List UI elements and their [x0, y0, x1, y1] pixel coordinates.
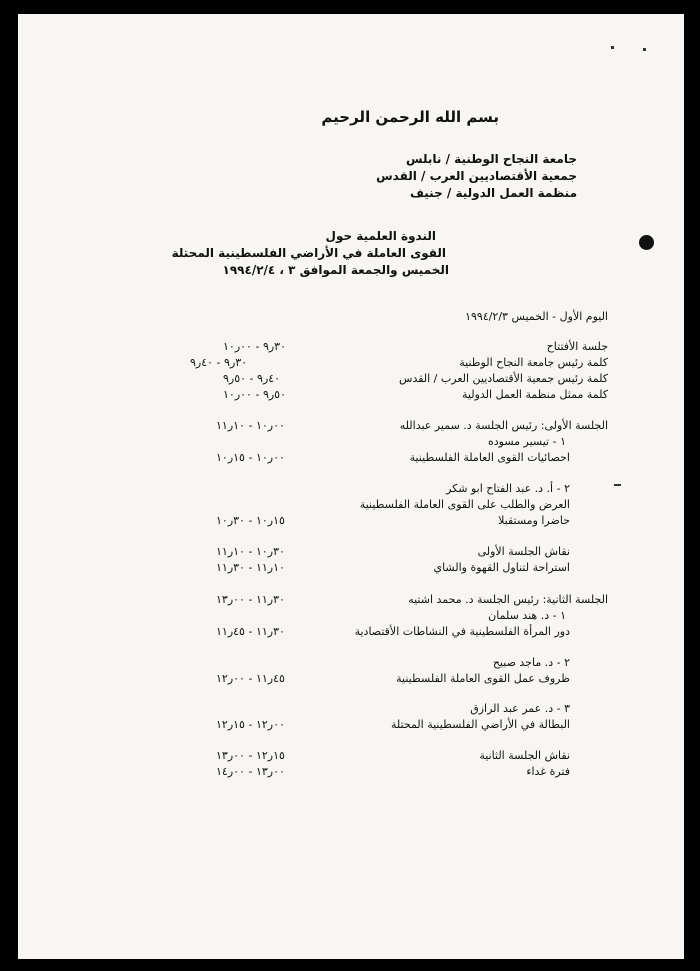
punch-hole [639, 235, 654, 250]
schedule-time: ٠٠ر١٣ - ٠٠ر١٤ [216, 765, 285, 778]
schedule-time: ٣٠ر١٠ - ١٠ر١١ [216, 545, 285, 558]
schedule-item: فترة غداء [526, 765, 570, 778]
organizer-line: منظمة العمل الدولية / جنيف [409, 186, 577, 200]
paper-speck [614, 484, 621, 486]
schedule-item: جلسة الأفتتاح [546, 340, 608, 353]
document-page [18, 14, 684, 959]
schedule-item: حاضرا ومستقبلا [498, 514, 570, 527]
session-heading: الجلسة الأولى: رئيس الجلسة د. سمير عبدالله [399, 419, 608, 432]
day-heading: اليوم الأول - الخميس ١٩٩٤/٢/٣ [465, 310, 608, 323]
schedule-time: ٥٠ر٩ - ٠٠ر١٠ [223, 388, 286, 401]
schedule-time: ٣٠ر٩ - ٤٠ر٩ [190, 356, 248, 369]
seminar-date-line: الخميس والجمعة الموافق ٣ ، ١٩٩٤/٢/٤ [222, 263, 449, 277]
schedule-item: ظروف عمل القوى العاملة الفلسطينية [396, 672, 570, 685]
schedule-time: ١٠ر١١ - ٣٠ر١١ [216, 561, 285, 574]
schedule-item: كلمة رئيس جامعة النجاح الوطنية [459, 356, 608, 369]
paper-speck [611, 46, 614, 49]
seminar-title-line: القوى العاملة في الأراضي الفلسطينية المحتلة [171, 246, 446, 260]
speaker-line: ١ - د. هند سلمان [488, 609, 566, 622]
basmala-heading: بسم الله الرحمن الرحيم [321, 108, 499, 126]
schedule-time: ٣٠ر١١ - ٤٥ر١١ [216, 625, 285, 638]
schedule-time: ٣٠ر١١ - ٠٠ر١٣ [216, 593, 285, 606]
schedule-item: العرض والطلب على القوى العاملة الفلسطينية [359, 498, 570, 511]
speaker-line: ٣ - د. عمر عبد الرازق [470, 702, 570, 715]
speaker-line: ١ - تيسير مسوده [487, 435, 566, 448]
schedule-time: ٠٠ر١٠ - ١٥ر١٠ [216, 451, 285, 464]
schedule-time: ٣٠ر٩ - ٠٠ر١٠ [223, 340, 286, 353]
schedule-item: كلمة رئيس جمعية الأقتصاديين العرب / القدس [399, 372, 608, 385]
schedule-item: نقاش الجلسة الثانية [479, 749, 570, 762]
schedule-time: ٤٠ر٩ - ٥٠ر٩ [223, 372, 281, 385]
schedule-item: نقاش الجلسة الأولى [477, 545, 570, 558]
organizer-line: جمعية الأقتصاديين العرب / القدس [376, 169, 577, 183]
schedule-time: ٤٥ر١١ - ٠٠ر١٢ [216, 672, 285, 685]
schedule-item: البطالة في الأراضي الفلسطينية المحتلة [390, 718, 570, 731]
session-heading: الجلسة الثانية: رئيس الجلسة د. محمد اشتيه [408, 593, 608, 606]
schedule-time: ٠٠ر١٠ - ١٠ر١١ [216, 419, 285, 432]
schedule-item: احصائيات القوى العاملة الفلسطينية [409, 451, 570, 464]
schedule-item: استراحة لتناول القهوة والشاي [433, 561, 570, 574]
organizer-line: جامعة النجاح الوطنية / نابلس [406, 152, 577, 166]
schedule-time: ١٥ر١٢ - ٠٠ر١٣ [216, 749, 285, 762]
schedule-time: ١٥ر١٠ - ٣٠ر١٠ [216, 514, 285, 527]
seminar-title-line: الندوة العلمية حول [325, 229, 436, 243]
speaker-line: ٢ - أ. د. عبد الفتاح ابو شكر [446, 482, 570, 495]
schedule-time: ٠٠ر١٢ - ١٥ر١٢ [216, 718, 285, 731]
speaker-line: ٢ - د. ماجد صبيح [492, 656, 570, 669]
paper-speck [643, 48, 646, 51]
schedule-item: دور المرأة الفلسطينية في النشاطات الأقتصادية [354, 625, 570, 638]
schedule-item: كلمة ممثل منظمة العمل الدولية [462, 388, 608, 401]
